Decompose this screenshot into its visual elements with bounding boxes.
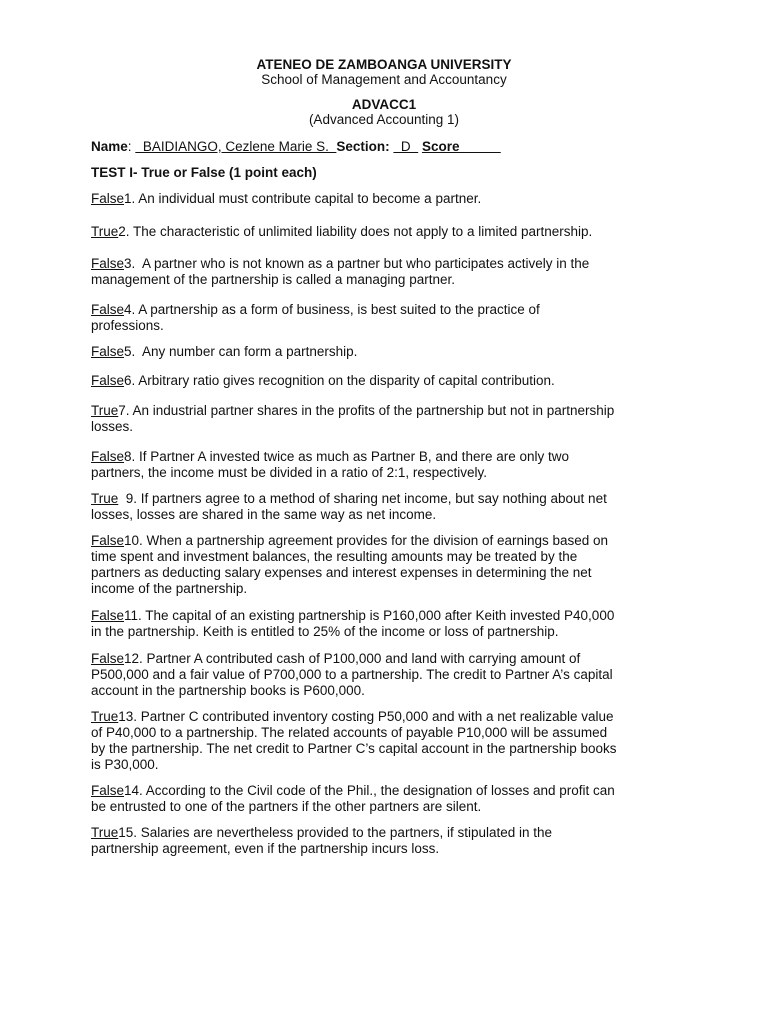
question-item — [91, 608, 691, 640]
question-item — [91, 709, 691, 773]
question-text-line — [91, 757, 691, 773]
answer-false: False — [91, 302, 125, 317]
question-text: professions. — [91, 318, 164, 333]
question-text: 15. Salaries are nevertheless provided to the partners, if stipulated in the — [118, 825, 553, 840]
question-text: of P40,000 to a partnership. The related accounts of payable P10,000 will be assumed — [91, 725, 608, 740]
question-text-line — [91, 302, 691, 318]
question-text-line — [91, 507, 691, 523]
answer-true: True — [91, 224, 119, 239]
question-item — [91, 825, 691, 857]
question-text: 4. A partnership as a form of business, is best suited to the practice of — [124, 302, 540, 317]
question-text: 1. An individual must contribute capital to become a partner. — [124, 191, 482, 206]
answer-true: True — [91, 491, 119, 506]
answer-false: False — [91, 533, 125, 548]
answer-false: False — [91, 344, 125, 359]
question-text: income of the partnership. — [91, 581, 248, 596]
university-title: ATENEO DE ZAMBOANGA UNIVERSITY — [256, 57, 512, 72]
question-text-line — [91, 624, 691, 640]
question-text-line — [91, 419, 691, 435]
question-text-line — [91, 224, 691, 240]
question-item — [91, 449, 691, 481]
question-text: is P30,000. — [91, 757, 159, 772]
question-text-line — [91, 191, 691, 207]
question-text: partners as deducting salary expenses and interest expenses in determining the net — [91, 565, 592, 580]
question-item — [91, 373, 691, 389]
question-text-line — [91, 741, 691, 757]
question-text-line — [91, 403, 691, 419]
school-name: School of Management and Accountancy — [261, 72, 507, 87]
question-item — [91, 302, 691, 334]
question-text: 12. Partner A contributed cash of P100,000 and land with carrying amount of — [124, 651, 581, 666]
question-text-line — [91, 549, 691, 565]
question-text: 7. An industrial partner shares in the profits of the partnership but not in partnership — [118, 403, 615, 418]
question-text-line — [91, 373, 691, 389]
question-text-line — [91, 565, 691, 581]
question-text-line — [91, 533, 691, 549]
question-text-line — [91, 465, 691, 481]
score-value — [459, 139, 500, 154]
section-value: D — [393, 139, 419, 154]
question-item — [91, 491, 691, 523]
answer-true: True — [91, 403, 119, 418]
question-text: losses, losses are shared in the same way as net income. — [91, 507, 437, 522]
answer-false: False — [91, 651, 125, 666]
question-item — [91, 344, 691, 360]
question-text-line — [91, 581, 691, 597]
question-text: 2. The characteristic of unlimited liability does not apply to a limited partnership. — [118, 224, 593, 239]
student-info-line — [91, 139, 501, 155]
question-text: 9. If partners agree to a method of sharing net income, but say nothing about net — [118, 491, 607, 506]
answer-false: False — [91, 449, 125, 464]
question-text-line — [91, 272, 691, 288]
question-text-line — [91, 256, 691, 272]
question-text-line — [91, 667, 691, 683]
course-code: ADVACC1 — [351, 97, 417, 112]
answer-false: False — [91, 256, 125, 271]
question-text: partnership agreement, even if the partnership incurs loss. — [91, 841, 440, 856]
answer-false: False — [91, 191, 125, 206]
question-text-line — [91, 449, 691, 465]
question-text-line — [91, 825, 691, 841]
question-text-line — [91, 683, 691, 699]
answer-true: True — [91, 709, 119, 724]
question-text-line — [91, 651, 691, 667]
question-text: management of the partnership is called a managing partner. — [91, 272, 455, 287]
question-text: 3. A partner who is not known as a partner but who participates actively in the — [124, 256, 590, 271]
answer-false: False — [91, 373, 125, 388]
question-text: 11. The capital of an existing partnership is P160,000 after Keith invested P40,000 — [124, 608, 615, 623]
section-label: Section: — [336, 139, 390, 154]
test-title: TEST I- True or False (1 point each) — [91, 165, 317, 180]
question-text-line — [91, 491, 691, 507]
question-item — [91, 256, 691, 288]
question-text-line — [91, 783, 691, 799]
question-item — [91, 224, 691, 240]
question-text: be entrusted to one of the partners if the other partners are silent. — [91, 799, 482, 814]
course-name: (Advanced Accounting 1) — [308, 112, 460, 127]
student-name: BAIDIANGO, Cezlene Marie S. — [135, 139, 337, 154]
question-text: 8. If Partner A invested twice as much as Partner B, and there are only two — [124, 449, 569, 464]
question-item — [91, 651, 691, 699]
question-text-line — [91, 799, 691, 815]
answer-true: True — [91, 825, 119, 840]
question-item — [91, 191, 691, 207]
name-colon: : — [127, 139, 132, 154]
question-text: 13. Partner C contributed inventory costing P50,000 and with a net realizable value — [118, 709, 614, 724]
question-text: 5. Any number can form a partnership. — [124, 344, 358, 359]
question-text: time spent and investment balances, the resulting amounts may be treated by the — [91, 549, 578, 564]
question-text-line — [91, 318, 691, 334]
question-text: in the partnership. Keith is entitled to 25% of the income or loss of partnership. — [91, 624, 559, 639]
question-text-line — [91, 709, 691, 725]
question-item — [91, 403, 691, 435]
answer-false: False — [91, 608, 125, 623]
question-text-line — [91, 608, 691, 624]
score-label: Score — [421, 139, 460, 154]
question-text: losses. — [91, 419, 134, 434]
question-item — [91, 533, 691, 597]
answer-false: False — [91, 783, 125, 798]
question-text-line — [91, 725, 691, 741]
question-text: account in the partnership books is P600,000. — [91, 683, 365, 698]
question-item — [91, 783, 691, 815]
question-text-line — [91, 344, 691, 360]
name-label: Name — [91, 139, 128, 154]
question-text: P500,000 and a fair value of P700,000 to a partnership. The credit to Partner A’s capital — [91, 667, 613, 682]
question-text: 10. When a partnership agreement provides for the division of earnings based on — [124, 533, 609, 548]
question-text: 14. According to the Civil code of the Phil., the designation of losses and profit can — [124, 783, 615, 798]
question-text-line — [91, 841, 691, 857]
question-text: partners, the income must be divided in a ratio of 2:1, respectively. — [91, 465, 487, 480]
question-text: 6. Arbitrary ratio gives recognition on the disparity of capital contribution. — [124, 373, 555, 388]
question-text: by the partnership. The net credit to Partner C’s capital account in the partnership books — [91, 741, 617, 756]
